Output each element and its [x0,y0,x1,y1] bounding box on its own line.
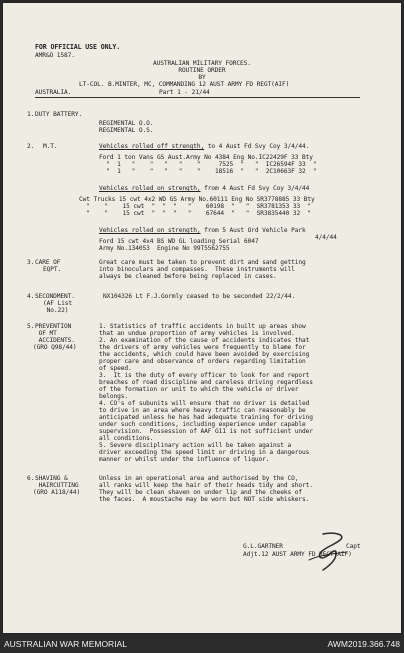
document-page [3,3,401,633]
section-5-line: belongs. [99,393,129,400]
section-4-title: No.22) [43,307,69,314]
section-3-title: EQPT. [43,266,62,273]
section-5-line: under such conditions, including experience under capable [99,421,306,428]
handwritten-date: 4/4/44 [315,234,337,241]
section-5-line: 3. It is the duty of every officer to look for and report [99,372,310,379]
vehicle-row: Ford 15 cwt 4x4 BS WD GL loading Serial 6047 [99,238,259,245]
section-5-line: 5. Severe disciplinary action will be taken against a [99,442,292,449]
signatory-rank: Capt [346,543,361,550]
section-5-line: breaches of road discipline and careless driving regardless [99,379,313,386]
section-5-line: of speed. [99,365,132,372]
section-2-title: M.T. [43,143,58,150]
section-3-line: Great care must be taken to prevent dirt and sand getting [99,259,306,266]
subheading-rolled-off [99,143,309,150]
header-rule [35,97,360,98]
vehicle-row: " " 15 cwt " " " " 67644 " " SR3835440 32 " [79,210,312,217]
commander-heading: LT-COL. B.MINTER, MC, COMMANDING 12 AUST ARMY FD REGT(AIF) [79,81,290,88]
section-5-line: of the formation or unit to which the vehicle or driver [99,386,299,393]
routine-order-heading: ROUTINE ORDER [178,67,226,74]
by-heading: BY [198,74,206,81]
section-1-title: DUTY BATTERY. [35,111,83,118]
section-6-title: SHAVING & [35,475,68,482]
archive-name: AUSTRALIAN WAR MEMORIAL [4,639,127,649]
section-3-number: 3. [27,259,35,266]
subheading-underlined: Vehicles rolled off strength, [99,143,205,150]
section-4-title: (AF List [43,300,73,307]
subheading-underlined: Vehicles rolled on strength, [99,185,201,192]
section-5-title: OF MT [35,330,57,337]
vehicle-row: " 1 " " " " " 18516 " " 2C10663F 32 " [99,168,317,175]
section-5-line: 2. An examination of the cause of accidents indicates that [99,337,310,344]
section-1-line: REGIMENTAL O.O. [99,120,154,127]
section-5-title: (GRO Q98/44) [33,344,77,351]
section-6-title: (GRO A118/44) [33,489,81,496]
section-4-line: NX104326 Lt F.J.Gormly ceased to be seconded 22/2/44. [103,293,296,300]
subheading-rest: from 5 Aust Ord Vehicle Park [200,227,306,234]
vehicle-row: Army No.134053 Engine No 99T5562755 [99,245,230,252]
section-5-line: driver exceeding the speed limit or driving in a dangerous [99,449,310,456]
section-3-line: always be cleaned before being replaced in cases. [99,273,277,280]
section-4-title: SECONDMENT. [35,293,75,300]
section-3-title: CARE OF [35,259,61,266]
section-5-line: all conditions. [99,435,154,442]
subheading-rolled-on-ord [99,227,306,234]
section-5-line: to drive in an area where heavy traffic can reasonably be [99,407,306,414]
section-5-title: ACCIDENTS. [35,337,75,344]
section-6-line: all ranks will keep the hair of their heads tidy and short. [99,482,313,489]
section-5-line: 4. CO's of subunits will ensure that no driver is detailed [99,400,310,407]
section-3-line: into binoculars and compasses. These instruments will [99,266,295,273]
subheading-rest: to 4 Aust Fd Svy Coy 3/4/44. [204,143,310,150]
section-1-line: REGIMENTAL O.S. [99,127,154,134]
subheading-underlined: Vehicles rolled on strength, [99,227,201,234]
reference-number: AMR&O 1587. [35,52,75,59]
section-5-title: PREVENTION [35,323,72,330]
vehicle-row: " " 15 cwt " " " " 60198 " " SR3781353 33 " [79,203,312,210]
location-label: AUSTRALIA. [35,89,72,96]
section-5-number: 5. [27,323,35,330]
section-6-number: 6. [27,475,35,482]
signatory-appointment: Adjt.12 AUST ARMY FD REGT(AIF) [243,551,352,558]
subheading-rest: from 4 Aust Fd Svy Coy 3/4/44 [200,185,310,192]
archive-reference: AWM2019.366.748 [327,639,400,649]
archive-footer [0,635,404,653]
subheading-rolled-on [99,185,309,192]
section-6-line: Unless in an operational area and authorised by the CO, [99,475,299,482]
section-2-number: 2. [27,143,35,150]
forces-heading: AUSTRALIAN MILITARY FORCES. [153,60,251,67]
section-5-line: supervision. Possession of AAF G11 is not sufficient under [99,428,313,435]
section-5-line: that an undue proportion of army vehicles is involved. [99,330,295,337]
section-5-line: the drivers of army vehicles were frequently to blame for [99,344,306,351]
section-4-number: 4. [27,293,35,300]
vehicle-row: Cwt Trucks 15 cwt 4x2 WD GS Army No.60111 Eng No SR3778885 33 Bty [79,196,315,203]
vehicle-row: " 1 " " " " " 7525 " " IC26594F 33 " [99,161,317,168]
signatory-name: G.L.GARTNER [243,543,283,550]
section-5-line: proper care and observance of orders regarding limitation [99,358,306,365]
section-5-line: manner or whilst under the influence of liquor. [99,456,270,463]
vehicle-row: Ford 1 ton Vans GS Aust.Army No 4384 Eng No.IC22429F 33 Bty [99,154,313,161]
section-5-line: anticipated unless he has had adequate training for driving [99,414,313,421]
section-5-line: 1. Statistics of traffic accidents in built up areas show [99,323,306,330]
section-6-line: the faces. A moustache may be worn but NOT side whiskers. [99,496,310,503]
section-6-line: They will be clean shaven on under lip and the cheeks of [99,489,303,496]
part-label: Part 1 - 21/44 [159,89,210,96]
section-6-title: HAIRCUTTING [35,482,79,489]
section-1-number: 1. [27,111,35,118]
official-use-label: FOR OFFICIAL USE ONLY. [35,43,121,51]
section-5-line: the accidents, which could have been avoided by exercising [99,351,310,358]
